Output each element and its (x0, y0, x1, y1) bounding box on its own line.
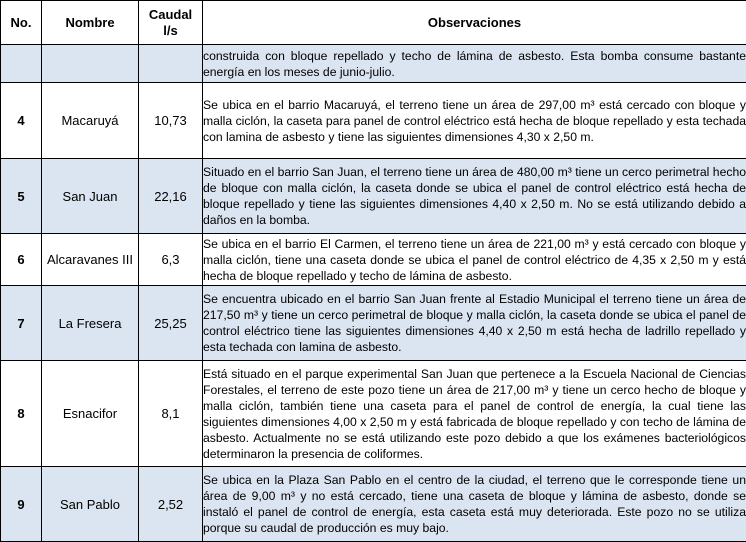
cell-observaciones: Se encuentra ubicado en el barrio San Juan frente al Estadio Municipal el terreno tiene un área de 217,50 m³ y tiene un cerco perimetral de bloque y malla ciclón, la caseta donde se ubica el panel de control eléctrico tiene las siguientes dimensiones 4,40 x 2,50 m está hecha de ladrillo repellado y esta techada con lamina de asbesto. (203, 286, 746, 361)
cell-caudal: 8,1 (139, 361, 203, 467)
cell-nombre: San Pablo (42, 467, 139, 542)
cell-caudal: 10,73 (139, 83, 203, 159)
cell-observaciones: Se ubica en la Plaza San Pablo en el centro de la ciudad, el terreno que le corresponde tiene un área de 9,00 m³ y no está cercado, tiene una caseta de bloque y lámina de asbesto, donde se instaló el panel de control de energía, esta caseta está muy deteriorada. Este pozo no se utiliza porque su caudal de producción es muy bajo. (203, 467, 746, 542)
cell-nombre: Esnacifor (42, 361, 139, 467)
cell-observaciones: Está situado en el parque experimental San Juan que pertenece a la Escuela Nacional de Ciencias Forestales, el terreno de este pozo tiene un área de 217,00 m³ y tiene un cerco hecho de bloque y malla ciclón, también tiene una caseta para el panel de control de energía, la cual tiene las siguientes dimensiones 4,00 x 2,50 m y está fabricada de bloque repellado y con techo de lámina de asbesto. Actualmente no se está utilizando este pozo debido a que los exámenes bacteriológicos determinaron la presencia de coliformes. (203, 361, 746, 467)
table-header-row (1, 1, 746, 45)
table-row-continuation (1, 45, 746, 83)
table-row (1, 159, 746, 234)
cell-nombre-empty (42, 45, 139, 83)
cell-no: 8 (1, 361, 42, 467)
cell-caudal: 2,52 (139, 467, 203, 542)
table-row (1, 83, 746, 159)
table-row (1, 234, 746, 286)
cell-nombre: San Juan (42, 159, 139, 234)
cell-no: 7 (1, 286, 42, 361)
cell-observaciones: Situado en el barrio San Juan, el terreno tiene un área de 480,00 m³ tiene un cerco perimetral hecho de bloque con malla ciclón, la caseta donde se ubica el panel de control eléctrico está hecha de bloque repellado y tiene las siguientes dimensiones 4,40 x 2,50 m. No se está utilizando debido a daños en la bomba. (203, 159, 746, 234)
cell-observaciones: Se ubica en el barrio Macaruyá, el terreno tiene un área de 297,00 m³ está cercado con bloque y malla ciclón, la caseta para panel de control eléctrico está hecha de bloque repellado y esta techada con lamina de asbesto y tiene las siguientes dimensiones 4,30 x 2,50 m. (203, 83, 746, 159)
table-row (1, 467, 746, 542)
cell-caudal: 25,25 (139, 286, 203, 361)
cell-caudal: 6,3 (139, 234, 203, 286)
cell-no-empty (1, 45, 42, 83)
header-caudal-line1: Caudal (149, 7, 192, 22)
cell-nombre: Macaruyá (42, 83, 139, 159)
cell-no: 6 (1, 234, 42, 286)
cell-nombre: La Fresera (42, 286, 139, 361)
cell-caudal-empty (139, 45, 203, 83)
header-caudal-line2: l/s (163, 23, 177, 38)
header-observaciones: Observaciones (203, 1, 746, 45)
header-no: No. (1, 1, 42, 45)
table-row (1, 361, 746, 467)
cell-no: 4 (1, 83, 42, 159)
cell-no: 5 (1, 159, 42, 234)
cell-no: 9 (1, 467, 42, 542)
table-row (1, 286, 746, 361)
cell-nombre: Alcaravanes III (42, 234, 139, 286)
header-caudal (139, 1, 203, 45)
cell-caudal: 22,16 (139, 159, 203, 234)
header-nombre: Nombre (42, 1, 139, 45)
cell-observaciones: construida con bloque repellado y techo de lámina de asbesto. Esta bomba consume bastante energía en los meses de junio-julio. (203, 45, 746, 83)
cell-observaciones: Se ubica en el barrio El Carmen, el terreno tiene un área de 221,00 m³ y está cercado con bloque y malla ciclón, tiene una caseta donde se ubica el panel de control eléctrico de 4,35 x 2,50 m y está hecha de bloque repellado y techo de lámina de asbesto. (203, 234, 746, 286)
